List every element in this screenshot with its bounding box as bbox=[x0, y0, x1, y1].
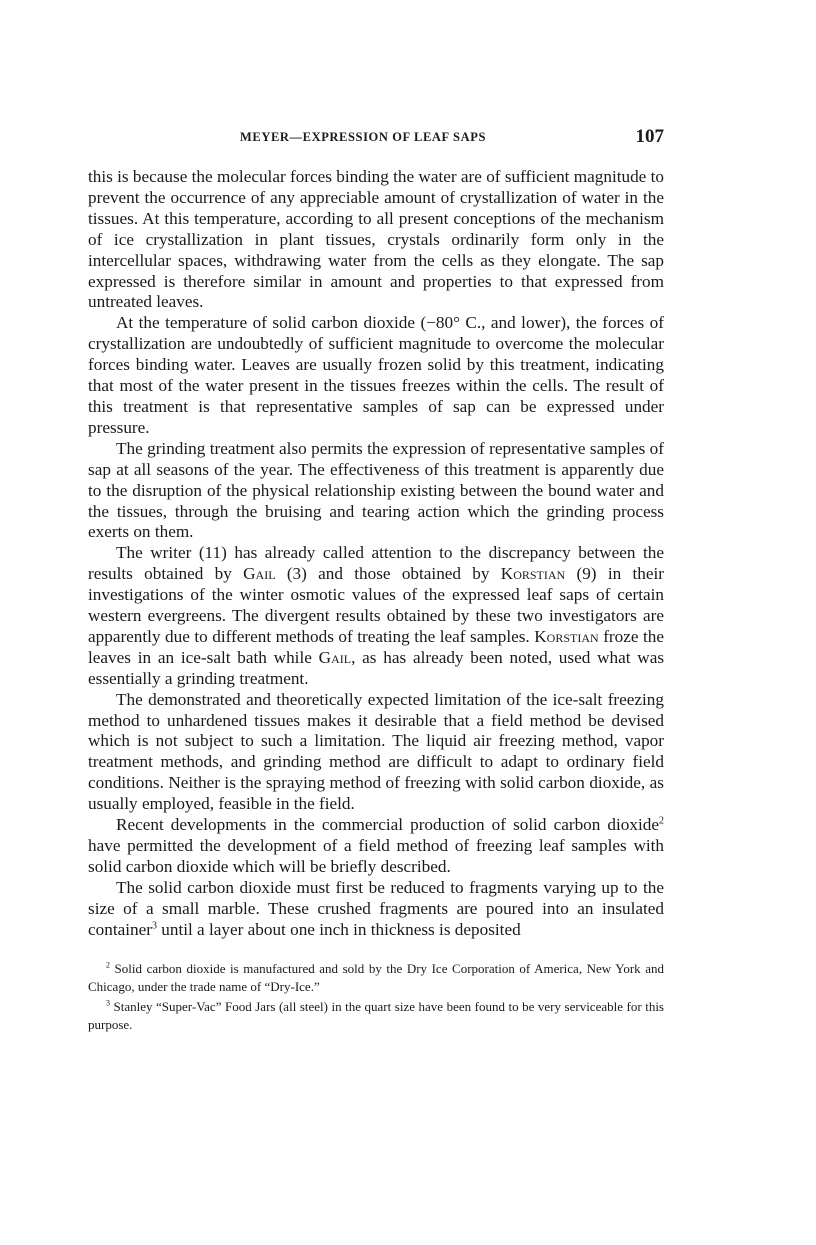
page-header bbox=[88, 126, 664, 150]
paragraph-7 bbox=[88, 878, 664, 941]
text-run: (9) in their investigations of the winter osmotic values of the expressed leaf saps of certain western evergreens. The divergent results obtained by these two investigators are apparently due to different methods of treating the leaf samples. bbox=[88, 564, 664, 646]
text-run: froze the leaves in an ice-salt bath while bbox=[88, 626, 665, 667]
paragraph-2: At the temperature of solid carbon dioxide (−80° C., and lower), the forces of crystallization are undoubtedly of sufficient magnitude to overcome the molecular forces binding water. Leaves are usually frozen solid by this treatment, indicating that most of the water present in the tissues freezes within the cells. The result of this treatment is that representative samples of sap can be expressed under pressure. bbox=[88, 313, 664, 437]
text-run: have permitted the development of a field method of freezing leaf samples with solid carbon dioxide which will be briefly described. bbox=[88, 836, 664, 876]
author-name: Korstian bbox=[534, 626, 599, 646]
author-name: Gail bbox=[318, 647, 352, 667]
footnotes bbox=[88, 960, 664, 1036]
paragraph-6 bbox=[88, 815, 664, 878]
paragraph-1: this is because the molecular forces binding the water are of sufficient magnitude to prevent the occurrence of any appreciable amount of crystallization of water in the tissues. At this temperature, according to all present conceptions of the mechanism of ice crystallization in plant tissues, crystals ordinarily form only in the intercellular spaces, withdrawing water from the cells as they elongate. The sap expressed is therefore similar in amount and properties to that expressed from untreated leaves. bbox=[88, 167, 664, 312]
footnote-ref-2: 2 bbox=[659, 815, 664, 827]
paragraph-3: The grinding treatment also permits the expression of representative samples of sap at all seasons of the year. The effectiveness of this treatment is apparently due to the disruption of the physical relationship existing between the bound water and the tissues, through the bruising and tearing action which the grinding process exerts on them. bbox=[88, 438, 664, 542]
author-name: Korstian bbox=[500, 564, 566, 584]
author-name: Gail bbox=[243, 564, 276, 584]
text-run: until a layer about one inch in thickness is deposited bbox=[156, 919, 521, 939]
footnote-text: Solid carbon dioxide is manufactured and sold by the Dry Ice Corporation of America, New York and Chicago, under the trade name of “Dry-Ice.” bbox=[88, 961, 664, 994]
running-head: MEYER—EXPRESSION OF LEAF SAPS bbox=[240, 130, 487, 144]
text-run: Recent developments in the commercial production of solid carbon dioxide bbox=[116, 815, 659, 835]
text-run: (3) and those obtained by bbox=[275, 564, 501, 584]
footnote-3 bbox=[88, 998, 664, 1034]
footnote-marker: 2 bbox=[106, 960, 110, 970]
text-run: , as has already been noted, used what was essentially a grinding treatment. bbox=[88, 647, 665, 688]
text-run: The writer (11) has already called attention to the discrepancy between the results obtained by bbox=[88, 543, 664, 584]
paragraph-4 bbox=[88, 543, 664, 689]
footnote-marker: 3 bbox=[106, 998, 110, 1008]
text-run: The solid carbon dioxide must first be reduced to fragments varying up to the size of a small marble. These crushed fragments are poured into an insulated container bbox=[88, 877, 664, 939]
body-text bbox=[88, 167, 664, 941]
paragraph-5: The demonstrated and theoretically expected limitation of the ice-salt freezing method to unhardened tissues makes it desirable that a field method be devised which is not subject to such a limitation. The liquid air freezing method, vapor treatment methods, and grinding method are difficult to adapt to ordinary field conditions. Neither is the spraying method of freezing with solid carbon dioxide, as usually employed, feasible in the field. bbox=[88, 689, 664, 814]
page-number: 107 bbox=[635, 126, 664, 147]
footnote-ref-3: 3 bbox=[151, 919, 157, 931]
footnote-text: Stanley “Super-Vac” Food Jars (all steel) in the quart size have been found to be very serviceable for this purpose. bbox=[88, 999, 664, 1032]
footnote-2 bbox=[88, 960, 664, 996]
